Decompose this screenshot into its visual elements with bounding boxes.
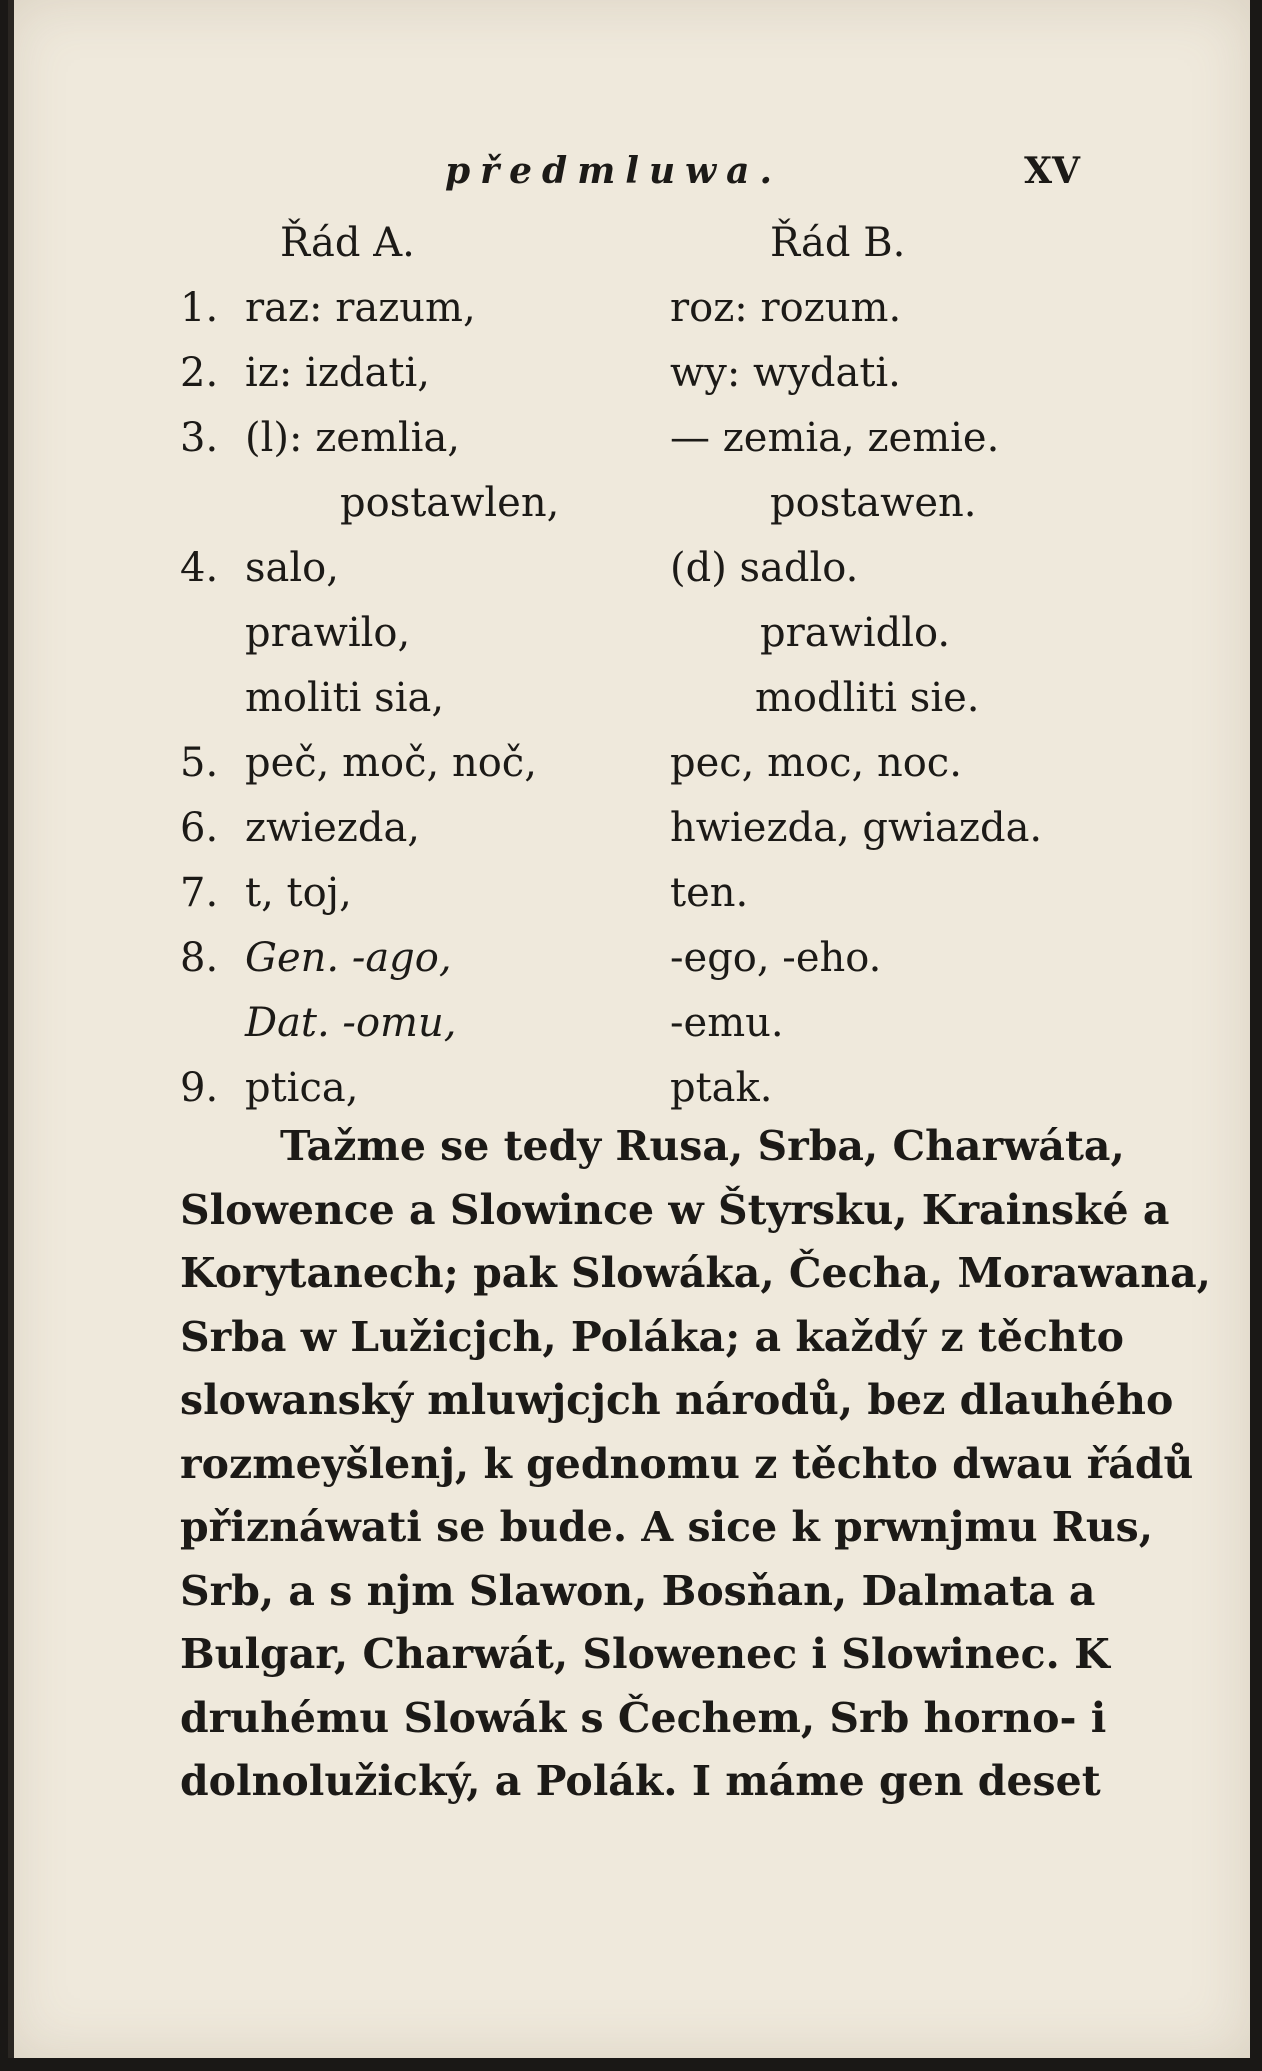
row-left-form: Gen. -ago, bbox=[245, 935, 452, 981]
row-number: 4. bbox=[180, 545, 219, 591]
table-row bbox=[180, 805, 1080, 870]
page-number: XV bbox=[1024, 150, 1080, 192]
row-number: 6. bbox=[180, 805, 219, 851]
table-row bbox=[180, 935, 1080, 1000]
row-left-form: Dat. -omu, bbox=[245, 1000, 457, 1046]
column-headings bbox=[180, 220, 1080, 280]
paragraph-line: Bulgar, Charwát, Slowenec i Slowinec. K bbox=[180, 1630, 1110, 1678]
row-right-form: prawidlo. bbox=[760, 610, 951, 656]
paragraph-line: Slowence a Slowince w Štyrsku, Krainské a bbox=[180, 1185, 1170, 1234]
row-left-form: peč, moč, noč, bbox=[245, 740, 537, 786]
row-right-form: -emu. bbox=[670, 1000, 784, 1046]
row-number: 1. bbox=[180, 285, 219, 331]
table-row bbox=[180, 415, 1080, 480]
row-right-form: postawen. bbox=[770, 480, 977, 526]
row-number: 2. bbox=[180, 350, 219, 396]
paragraph-line: slowanský mluwjcjch národů, bez dlauhého bbox=[180, 1376, 1174, 1424]
row-left-form: moliti sia, bbox=[245, 675, 445, 721]
comparison-table bbox=[180, 285, 1080, 1130]
row-right-form: ptak. bbox=[670, 1065, 773, 1111]
row-left-form: zwiezda, bbox=[245, 805, 421, 851]
row-left-form: raz: razum, bbox=[245, 285, 476, 331]
row-number: 7. bbox=[180, 870, 219, 916]
table-row bbox=[180, 1000, 1080, 1065]
paragraph-line: Tažme se tedy Rusa, Srba, Charwáta, bbox=[280, 1122, 1125, 1170]
row-left-form: salo, bbox=[245, 545, 339, 591]
row-right-form: pec, moc, noc. bbox=[670, 740, 962, 786]
row-left-form: iz: izdati, bbox=[245, 350, 430, 396]
row-left-form: postawlen, bbox=[340, 480, 560, 526]
row-right-form: -ego, -eho. bbox=[670, 935, 882, 981]
row-right-form: ten. bbox=[670, 870, 749, 916]
table-row bbox=[180, 870, 1080, 935]
row-right-form: modliti sie. bbox=[755, 675, 980, 721]
paragraph-line: dolnolužický, a Polák. I máme gen deset bbox=[180, 1757, 1101, 1805]
table-row bbox=[180, 545, 1080, 610]
paragraph-line: přiznáwati se bude. A sice k prwnjmu Rus, bbox=[180, 1503, 1154, 1551]
row-number: 3. bbox=[180, 415, 219, 461]
paragraph-line: Srb, a s njm Slawon, Bosňan, Dalmata a bbox=[180, 1566, 1096, 1615]
row-number: 5. bbox=[180, 740, 219, 786]
table-row bbox=[180, 480, 1080, 545]
row-right-form: wy: wydati. bbox=[670, 350, 901, 396]
row-number: 9. bbox=[180, 1065, 219, 1111]
column-heading-b: Řád B. bbox=[770, 220, 906, 266]
table-row bbox=[180, 610, 1080, 675]
row-left-form: prawilo, bbox=[245, 610, 411, 656]
paragraph-line: Srba w Lužicjch, Poláka; a každý z těchto bbox=[180, 1312, 1125, 1361]
row-left-form: ptica, bbox=[245, 1065, 359, 1111]
row-left-form: (l): zemlia, bbox=[245, 415, 461, 461]
row-number: 8. bbox=[180, 935, 219, 981]
row-right-form: roz: rozum. bbox=[670, 285, 902, 331]
table-row bbox=[180, 285, 1080, 350]
paragraph-line: rozmeyšlenj, k gednomu z těchto dwau řádů bbox=[180, 1439, 1194, 1488]
running-head: předmluwa. bbox=[445, 150, 783, 192]
row-left-form: t, toj, bbox=[245, 870, 352, 916]
page-spine-edge bbox=[8, 0, 14, 2058]
table-row bbox=[180, 350, 1080, 415]
row-right-form: — zemia, zemie. bbox=[670, 415, 1000, 461]
column-heading-a: Řád A. bbox=[280, 220, 415, 266]
page-header bbox=[180, 150, 1080, 200]
body-paragraph bbox=[180, 1115, 1211, 1814]
row-right-form: hwiezda, gwiazda. bbox=[670, 805, 1043, 851]
paragraph-line: Korytanech; pak Slowáka, Čecha, Morawana, bbox=[180, 1249, 1211, 1297]
table-row bbox=[180, 675, 1080, 740]
row-right-form: (d) sadlo. bbox=[670, 545, 859, 591]
paragraph-line: druhému Slowák s Čechem, Srb horno- i bbox=[180, 1693, 1107, 1742]
table-row bbox=[180, 740, 1080, 805]
